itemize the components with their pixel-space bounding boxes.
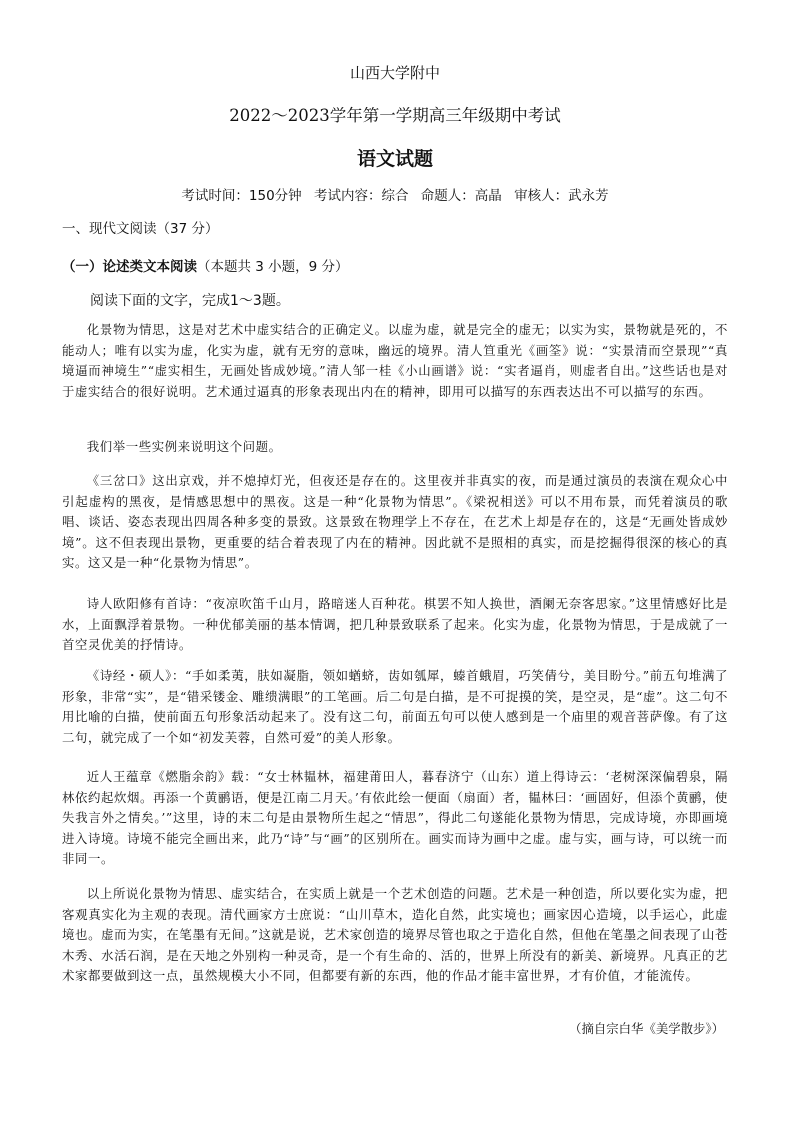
exam-content: 考试内容：综合 (313, 188, 409, 204)
exam-reviewer: 审核人：武永芳 (514, 188, 609, 204)
paragraph-4: 诗人欧阳修有首诗：“夜凉吹笛千山月，路暗迷人百种花。棋罢不知人换世，酒阑无奈客思家。”这里情感好比是水，上面飘浮着景物。一种优郁美丽的基本情调，把几种景致联系了起来。化实为虚，化景物为情思，于是成就了一首空灵优美的抒情诗。 (62, 596, 728, 652)
paragraph-1: 化景物为情思，这是对艺术中虚实结合的正确定义。以虚为虚，就是完全的虚无；以实为实，景物就是死的，不能动人；唯有以实为虚，化实为虚，就有无穷的意味，幽远的境界。清人笪重光《画筌》说：“实景清而空景现”“真境逼而神境生”“虚实相生，无画处皆成妙境。”清人邹一桂《小山画谱》说：“实者逼肖，则虚者自出。”这些话也是对于虚实结合的很好说明。艺术通过逼真的形象表现出内在的精神，即用可以描写的东西表达出不可以描写的东西。 (62, 322, 728, 399)
paragraph-2: 我们举一些实例来说明这个问题。 (86, 439, 282, 454)
paragraph-7: 以上所说化景物为情思、虚实结合，在实质上就是一个艺术创造的问题。艺术是一种创造，所以要化实为虚，把客观真实化为主观的表现。清代画家方士庶说：“山川草木，造化自然，此实境也；画家因心造境，以手运心，此虚境也。虚而为实，在笔墨有无间。”这就是说，艺术家创造的境界尽管也取之于造化自然，但他在笔墨之间表现了山苍木秀、水活石润，是在天地之外别构一种灵奇，是一个有生命的、活的，世界上所没有的新美、新境界。凡真正的艺术家都要做到这一点，虽然规模大小不同，但都要有新的东西，他的作品才能丰富世界，才有价值，才能流传。 (62, 886, 728, 983)
paragraph-5: 《诗经・硕人》：“手如柔荑，肤如凝脂，领如蝤蛴，齿如瓠犀，螓首蛾眉，巧笑倩兮，美目盼兮。”前五句堆满了形象，非常“实”，是“错采镂金、雕缋满眼”的工笔画。后二句是白描，是不可捉摸的笑，是空灵，是“虚”。这二句不用比喻的白描，使前面五句形象活动起来了。没有这二句，前面五句可以使人感到是一个庙里的观音菩萨像。有了这二句，就完成了一个如“初发芙蓉，自然可爱”的美人形象。 (62, 668, 728, 745)
exam-time: 考试时间：150分钟 (181, 188, 302, 204)
school-name: 山西大学附中 (349, 64, 440, 82)
paragraph-3: 《三岔口》这出京戏，并不熄掉灯光，但夜还是存在的。这里夜并非真实的夜，而是通过演员的表演在观众心中引起虚构的黑夜，是情感思想中的黑夜。这是一种“化景物为情思”。《梁祝相送》可以不用布景，而凭着演员的歌唱、谈话、姿态表现出四周各种多变的景致。这景致在物理学上不存在，在艺术上却是存在的，这是“无画处皆成妙境”。这不但表现出景物，更重要的结合着表现了内在的精神。因此就不是照相的真实，而是挖掘得很深的核心的真实。这又是一种“化景物为情思”。 (62, 473, 728, 570)
exam-author: 命题人：高晶 (420, 188, 502, 204)
exam-title: 2022～2023学年第一学期高三年级期中考试 (229, 106, 561, 125)
subsection-title-bold: （一）论述类文本阅读 (62, 259, 197, 275)
section-title: 一、现代文阅读（37 分） (62, 221, 219, 237)
instruction: 阅读下面的文字，完成1～3题。 (90, 293, 290, 309)
subsection-title (62, 255, 349, 275)
source-citation: （摘自宗白华《美学散步》） (569, 1021, 724, 1036)
subject-title: 语文试题 (356, 148, 433, 170)
subsection-title-note: （本题共 3 小题，9 分） (197, 259, 349, 275)
paragraph-6: 近人王蕴章《燃脂余韵》载：“女士林韫林，福建莆田人，暮春济宁（山东）道上得诗云：‘老树深深偏碧泉，隔林依约起炊烟。再添一个黄鹂语，便是江南二月天。’有依此绘一便面（扇面）者，韫林曰：‘画固好，但添个黄鹂，使失我言外之情矣。’”这里，诗的末二句是由景物所生起之“情思”，得此二句遂能化景物为情思，完成诗境，亦即画境进入诗境。诗境不能完全画出来，此乃“诗”与“画”的区别所在。画实而诗为画中之虚。虚与实，画与诗，可以统一而非同一。 (62, 769, 728, 866)
exam-info (0, 184, 790, 204)
